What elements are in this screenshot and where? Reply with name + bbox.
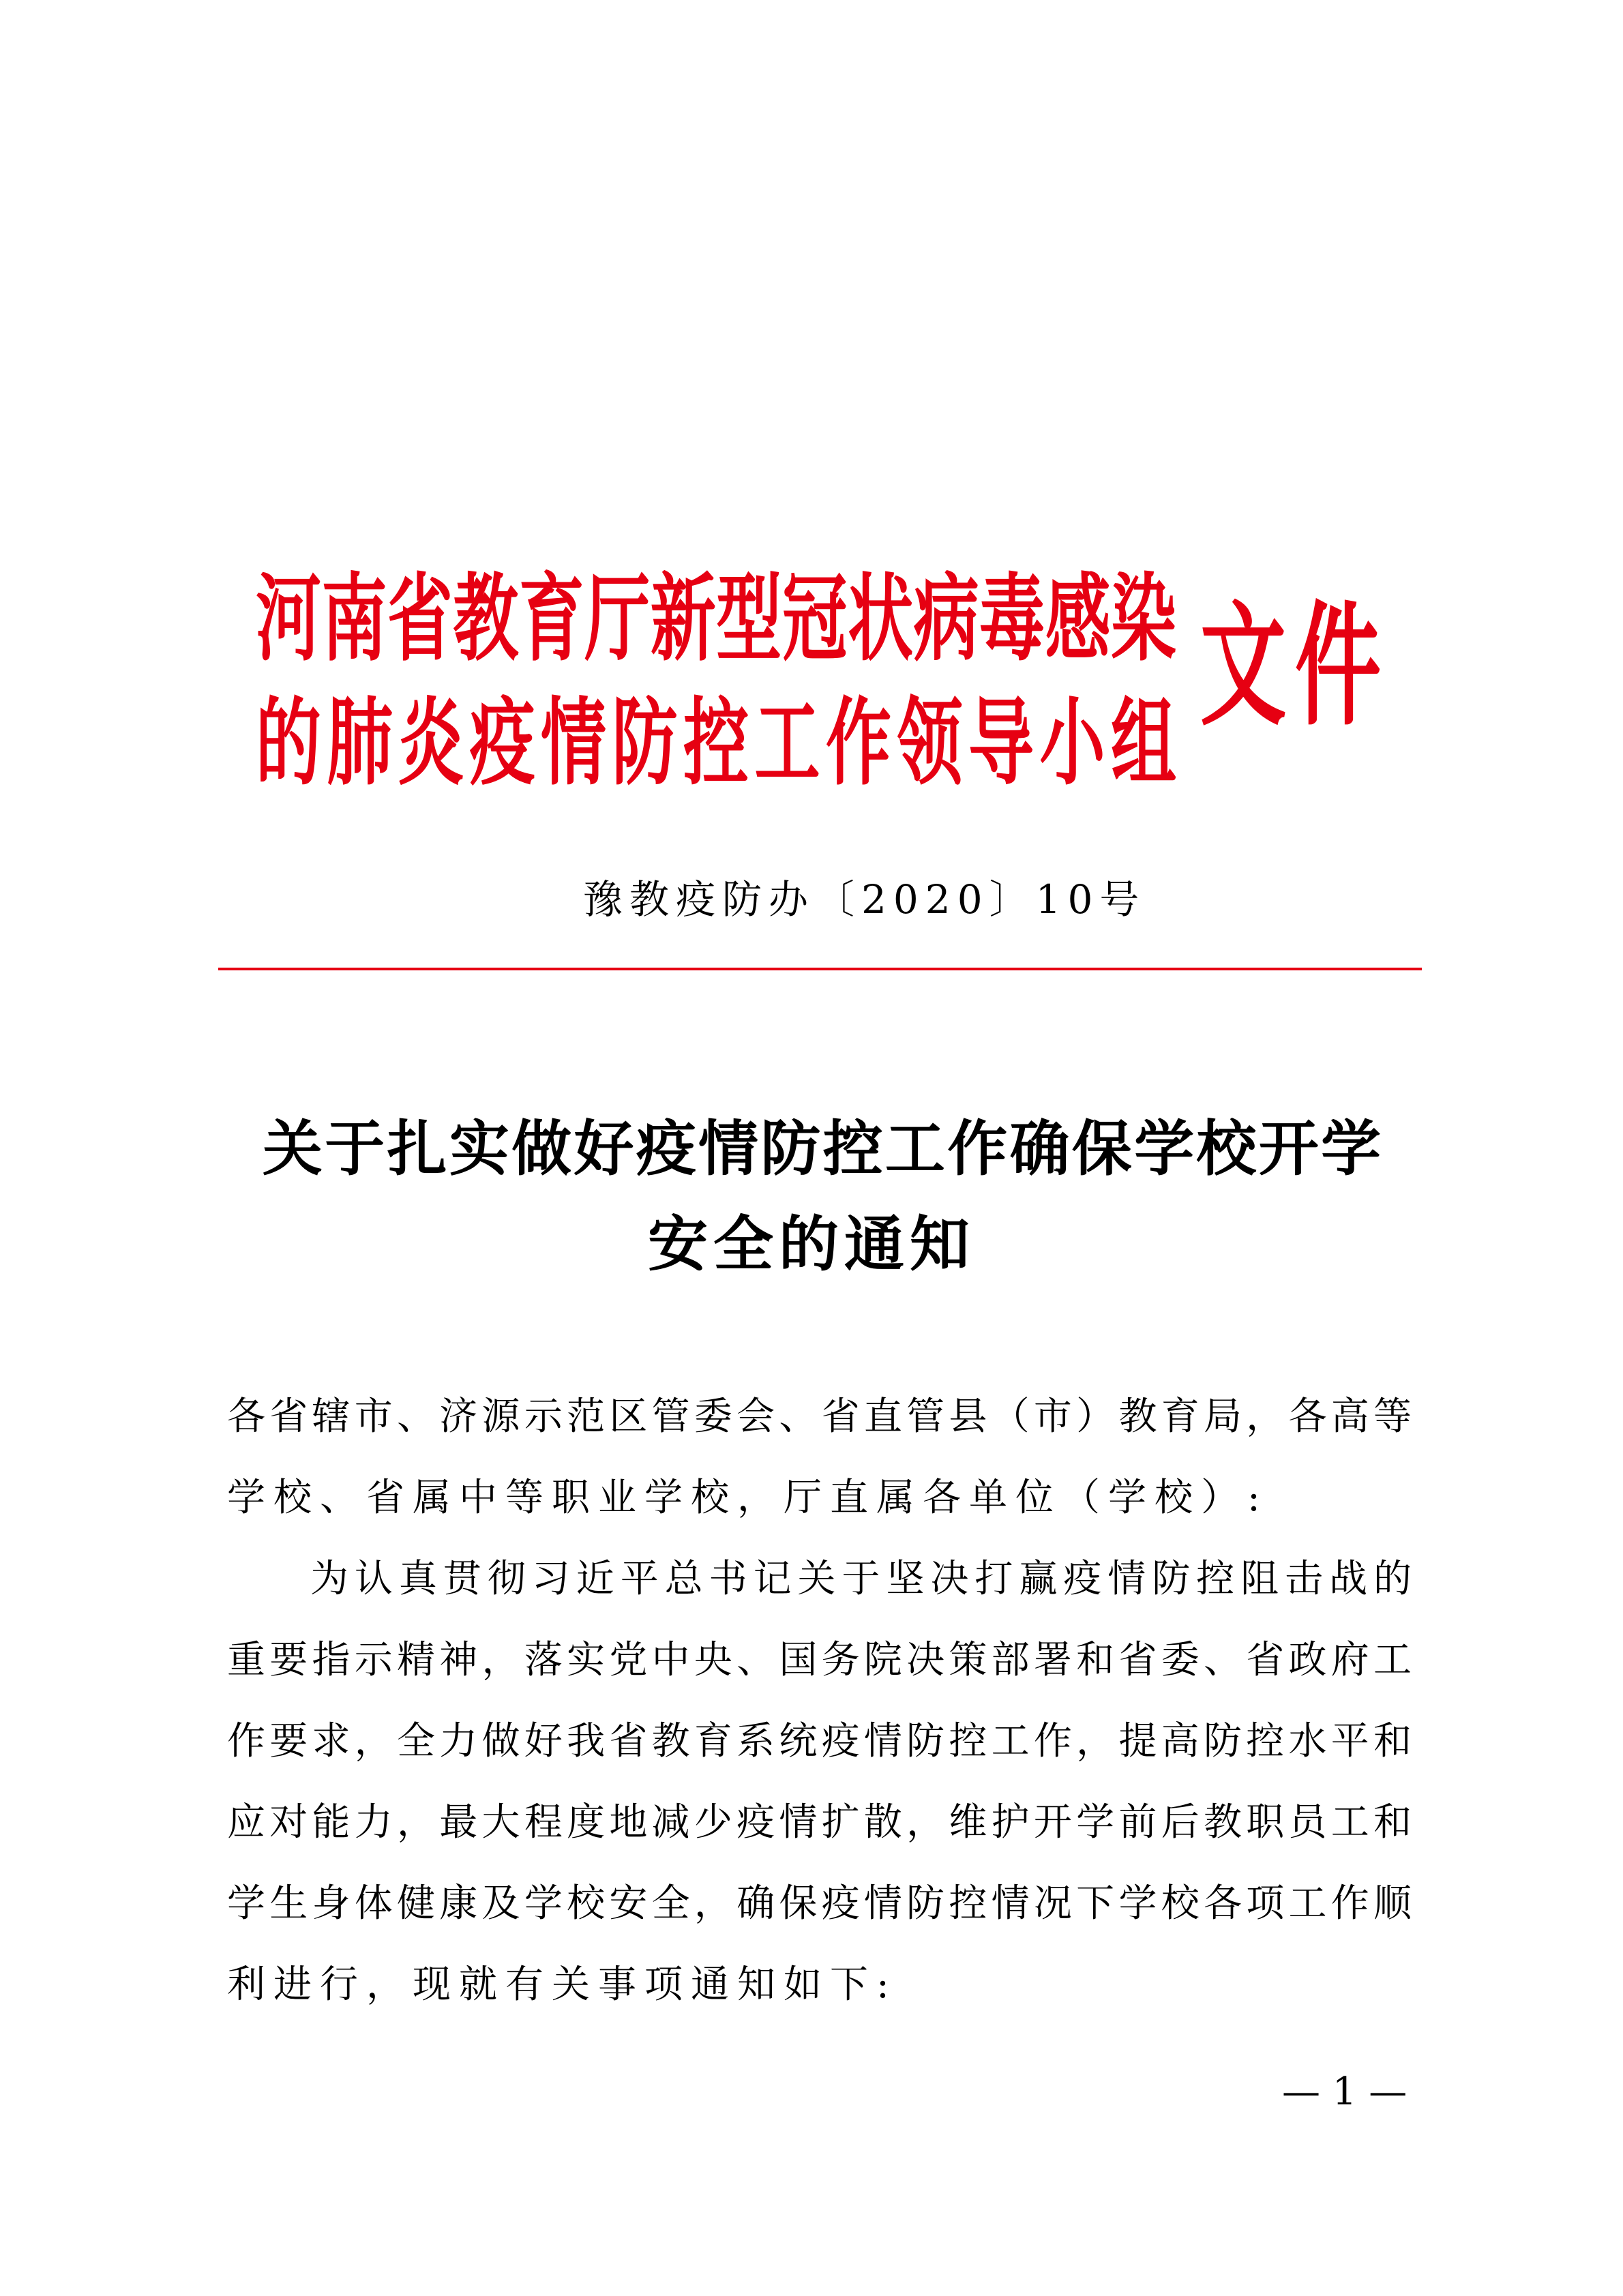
body-line: 学校、省属中等职业学校，厅直属各单位（学校）:	[227, 1476, 1268, 1520]
body-line: 作要求，全力做好我省教育系统疫情防控工作，提高防控水平和	[227, 1719, 1412, 1763]
body-line: 学生身体健康及学校安全，确保疫情防控情况下学校各项工作顺	[227, 1881, 1412, 1926]
doc-type-label: 文件	[1200, 588, 1381, 744]
title-line-2: 安全的通知	[647, 1208, 975, 1279]
body-line: 各省辖市、济源示范区管委会、省直管县（市）教育局，各高等	[227, 1395, 1412, 1439]
body-line: 重要指示精神，落实党中央、国务院决策部署和省委、省政府工	[227, 1638, 1412, 1682]
body-line: 应对能力，最大程度地减少疫情扩散，维护开学前后教职员工和	[227, 1800, 1412, 1845]
body-line: 为认真贯彻习近平总书记关于坚决打赢疫情防控阻击战的	[310, 1557, 1412, 1601]
title-line-1: 关于扎实做好疫情防控工作确保学校开学	[263, 1113, 1381, 1184]
page-number: — 1 —	[1282, 2070, 1408, 2114]
document-number: 豫教疫防办〔2020〕10号	[583, 876, 1146, 923]
issuer-line-1: 河南省教育厅新型冠状病毒感染	[256, 563, 1176, 674]
red-divider	[218, 968, 1422, 970]
body-line: 利进行，现就有关事项通知如下:	[227, 1963, 897, 2007]
issuer-line-2: 的肺炎疫情防控工作领导小组	[256, 687, 1176, 799]
